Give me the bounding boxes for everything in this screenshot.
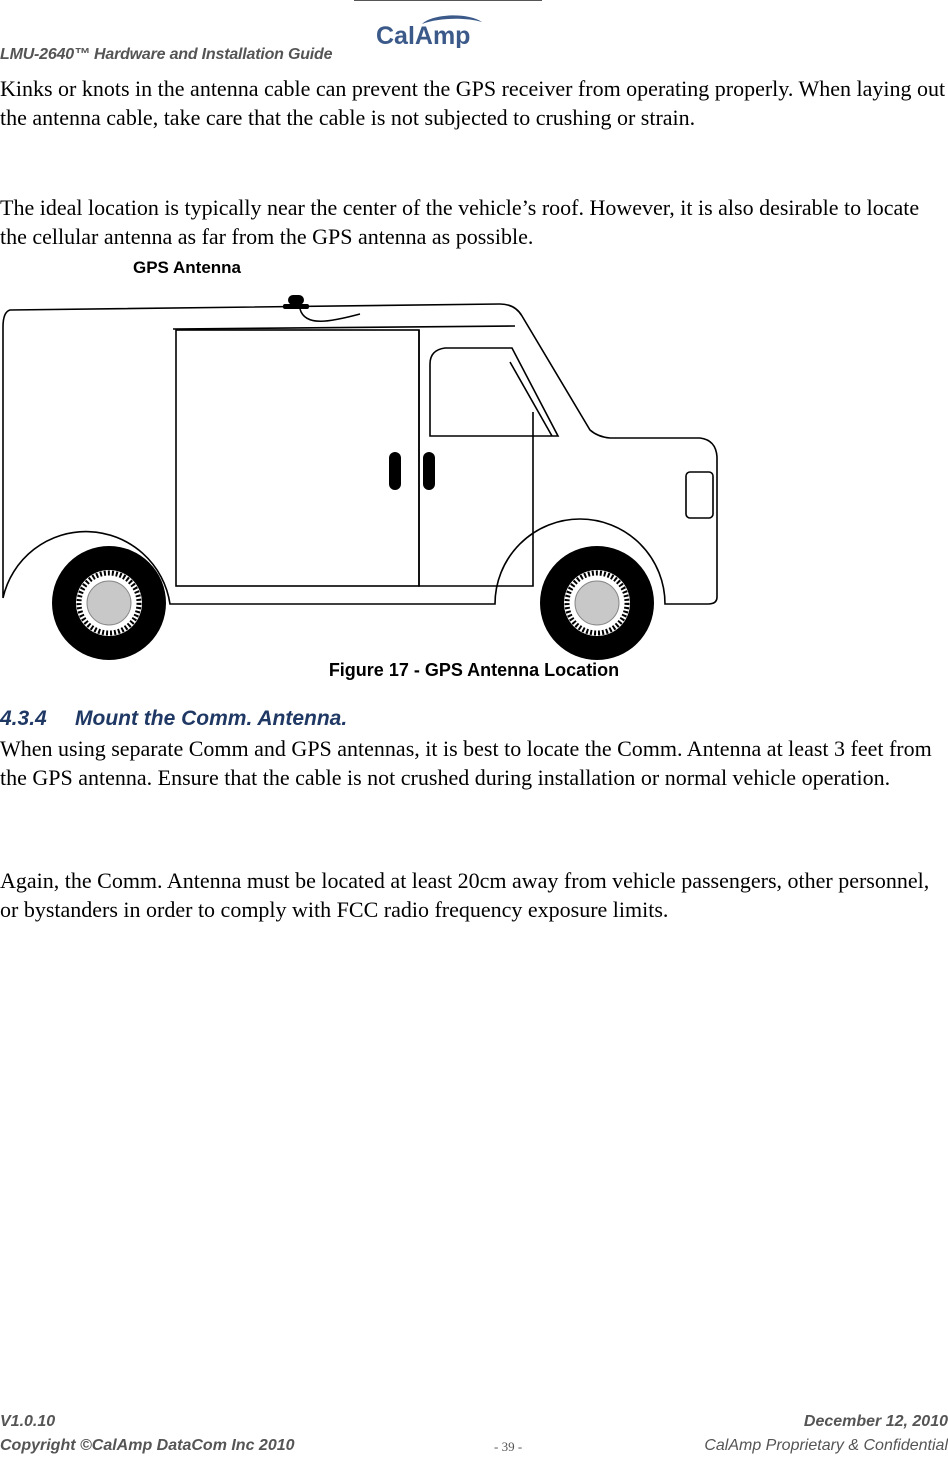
front-wheel [540, 546, 654, 660]
svg-text:CalAmp: CalAmp [376, 22, 471, 48]
paragraph-fcc-limits: Again, the Comm. Antenna must be located at least 20cm away from vehicle passengers, other personnel, or bystanders in order to comply with FCC radio frequency exposure limits. [0, 868, 930, 922]
section-number: 4.3.4 [0, 707, 47, 730]
door-handle-right [423, 452, 435, 490]
paragraph-ideal-location: The ideal location is typically near the center of the vehicle’s roof. However, it is also desirable to locate the cellular antenna as far from the GPS antenna as possible. [0, 195, 920, 249]
footer-version: V1.0.10 [0, 1413, 56, 1430]
footer-proprietary: CalAmp Proprietary & Confidential [704, 1437, 948, 1454]
document-title: LMU-2640™ Hardware and Installation Guide [0, 46, 333, 63]
door-handle-left [389, 452, 401, 490]
van-figure [0, 252, 720, 660]
header-rule [354, 0, 542, 1]
paragraph-comm-antenna: When using separate Comm and GPS antennas, it is best to locate the Comm. Antenna at least 3 feet from the GPS antenna. Ensure that the cable is not crushed during installation or normal vehicle operation. [0, 736, 932, 790]
section-heading [0, 707, 347, 731]
gps-antenna-icon [283, 295, 360, 321]
figure-caption: Figure 17 - GPS Antenna Location [328, 660, 620, 680]
calamp-logo [372, 14, 524, 48]
figure-label: GPS Antenna [133, 258, 241, 277]
page-number: - 39 - [494, 1439, 523, 1454]
footer-copyright: Copyright ©CalAmp DataCom Inc 2010 [0, 1437, 295, 1454]
rear-wheel [52, 546, 166, 660]
paragraph-cable-kinks: Kinks or knots in the antenna cable can prevent the GPS receiver from operating properly. When laying out the antenna cable, take care that the cable is not subjected to crushing or strain. [0, 76, 946, 130]
footer-date: December 12, 2010 [803, 1413, 948, 1430]
section-title: Mount the Comm. Antenna. [75, 707, 348, 730]
